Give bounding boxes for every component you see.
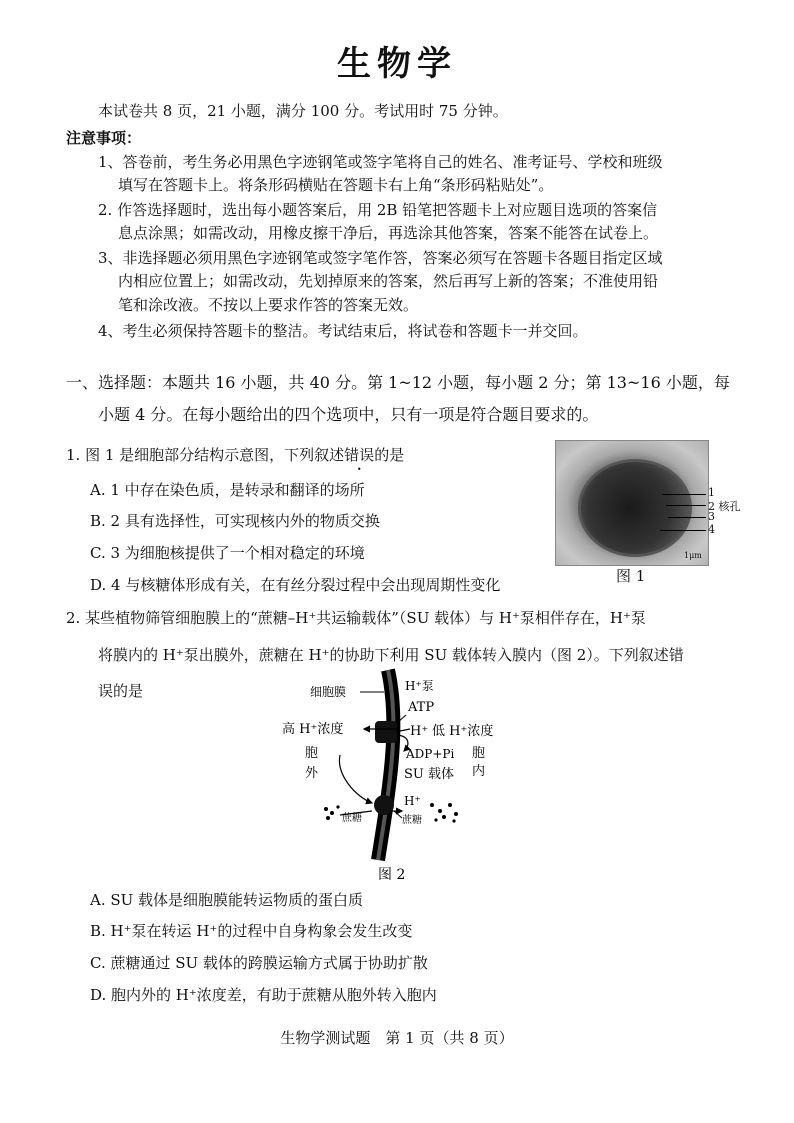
label-high-h: 高 H⁺浓度	[282, 722, 344, 737]
label-inside-2: 内	[472, 764, 486, 779]
label-sucrose-outside: 蔗糖	[342, 813, 362, 824]
figure-1-micrograph	[555, 440, 709, 566]
label-adp-pi: ADP+Pi	[406, 747, 455, 761]
carrier-pointer	[394, 811, 402, 818]
label-h-pump: H⁺泵	[405, 679, 434, 693]
figure-1-pointer-1	[662, 494, 706, 495]
page-footer: 生物学测试题 第 1 页（共 8 页）	[280, 1029, 514, 1047]
q2-option-c: C. 蔗糖通过 SU 载体的跨膜运输方式属于协助扩散	[90, 954, 428, 972]
q2-option-b: B. H⁺泵在转运 H⁺的过程中自身构象会发生改变	[90, 922, 413, 940]
figure-1-pointer-3	[668, 517, 706, 518]
sucrose-dots-inside	[430, 803, 458, 823]
label-su-carrier: SU 载体	[404, 767, 454, 782]
figure-1-pointer-2	[666, 505, 706, 506]
figure-1-label-3: 3	[708, 510, 715, 523]
q2-stem-line-3: 误的是	[98, 682, 144, 700]
figure-1-label-1: 1	[708, 486, 715, 499]
label-h-in: H⁺	[410, 724, 429, 739]
label-outside-2: 外	[305, 766, 319, 781]
label-sucrose-inside: 蔗糖	[402, 815, 422, 826]
notice-heading: 注意事项：	[66, 129, 142, 147]
figure-1-caption: 图 1	[616, 567, 646, 585]
exam-intro: 本试卷共 8 页，21 小题，满分 100 分。考试用时 75 分钟。	[98, 102, 508, 120]
notice-3-line-3: 笔和涂改液。不按以上要求作答的答案无效。	[118, 296, 419, 314]
notice-4-line-1: 4、考生必须保持答题卡的整洁。考试结束后，将试卷和答题卡一并交回。	[98, 322, 588, 340]
h-pump-shape	[375, 721, 397, 743]
sucrose-dots-outside	[324, 805, 340, 820]
q1-option-c: C. 3 为细胞核提供了一个相对稳定的环境	[90, 544, 365, 562]
notice-1-line-2: 填写在答题卡上。将条形码横贴在答题卡右上角“条形码粘贴处”。	[118, 176, 554, 194]
nucleus-image	[578, 459, 692, 557]
atp-arrow	[400, 729, 410, 731]
notice-3-line-2: 内相应位置上；如需改动，先划掉原来的答案，然后再写上新的答案；不准使用铅	[118, 272, 659, 290]
notice-1-line-1: 1、答卷前，考生务必用黑色字迹钢笔或签字笔将自己的姓名、准考证号、学校和班级	[98, 153, 663, 171]
q1-option-b: B. 2 具有选择性，可实现核内外的物质交换	[90, 512, 380, 530]
q2-option-d: D. 胞内外的 H⁺浓度差，有助于蔗糖从胞外转入胞内	[90, 986, 437, 1004]
notice-2-line-2: 息点涂黑；如需改动，用橡皮擦干净后，再选涂其他答案，答案不能答在试卷上。	[118, 224, 659, 242]
q2-option-a: A. SU 载体是细胞膜能转运物质的蛋白质	[90, 891, 364, 909]
figure-2-caption: 图 2	[378, 867, 406, 883]
figure-1-scale-bar: 1μm	[684, 551, 702, 560]
q1-stem-before: 1. 图 1 是细胞部分结构示意图，下列叙述	[66, 446, 345, 464]
q1-option-d: D. 4 与核糖体形成有关，在有丝分裂过程中会出现周期性变化	[90, 576, 501, 594]
figure-1-label-4: 4	[708, 523, 715, 536]
q1-stem-after: 的是	[374, 446, 405, 464]
q2-stem-line-2: 将膜内的 H⁺泵出膜外，蔗糖在 H⁺的协助下利用 SU 载体转入膜内（图 2）。下列叙述错	[98, 646, 684, 664]
label-inside-1: 胞	[472, 746, 486, 761]
q1-option-a: A. 1 中存在染色质，是转录和翻译的场所	[90, 481, 365, 499]
figure-1-label-2: 2 核孔	[708, 500, 741, 513]
q1-stem	[66, 445, 404, 465]
figure-2-diagram	[260, 665, 520, 885]
label-outside-1: 胞	[305, 746, 319, 761]
section-header-line-2: 小题 4 分。在每小题给出的四个选项中，只有一项是符合题目要求的。	[98, 405, 599, 424]
section-header-line-1: 一、选择题：本题共 16 小题，共 40 分。第 1~12 小题，每小题 2 分；第 13~16 小题，每	[66, 373, 730, 392]
label-cell-membrane: 细胞膜	[310, 685, 347, 699]
label-atp: ATP	[408, 700, 435, 715]
label-low-h: 低 H⁺浓度	[432, 724, 494, 739]
su-carrier-shape	[374, 795, 394, 815]
q2-stem-line-1: 2. 某些植物筛管细胞膜上的“蔗糖–H⁺共运输载体”（SU 载体）与 H⁺泵相伴存在，H⁺泵	[66, 609, 646, 627]
figure-1-pointer-4	[660, 530, 706, 531]
h-return-arrow	[339, 755, 372, 803]
notice-2-line-1: 2. 作答选择题时，选出每小题答案后，用 2B 铅笔把答题卡上对应题目选项的答案信	[98, 201, 658, 219]
label-h-su: H⁺	[404, 794, 421, 808]
q1-stem-emphasis: 错误	[344, 446, 375, 464]
page-title: 生物学	[337, 44, 457, 84]
notice-3-line-1: 3、非选择题必须用黑色字迹钢笔或签字笔作答，答案必须写在答题卡各题目指定区域	[98, 249, 663, 267]
